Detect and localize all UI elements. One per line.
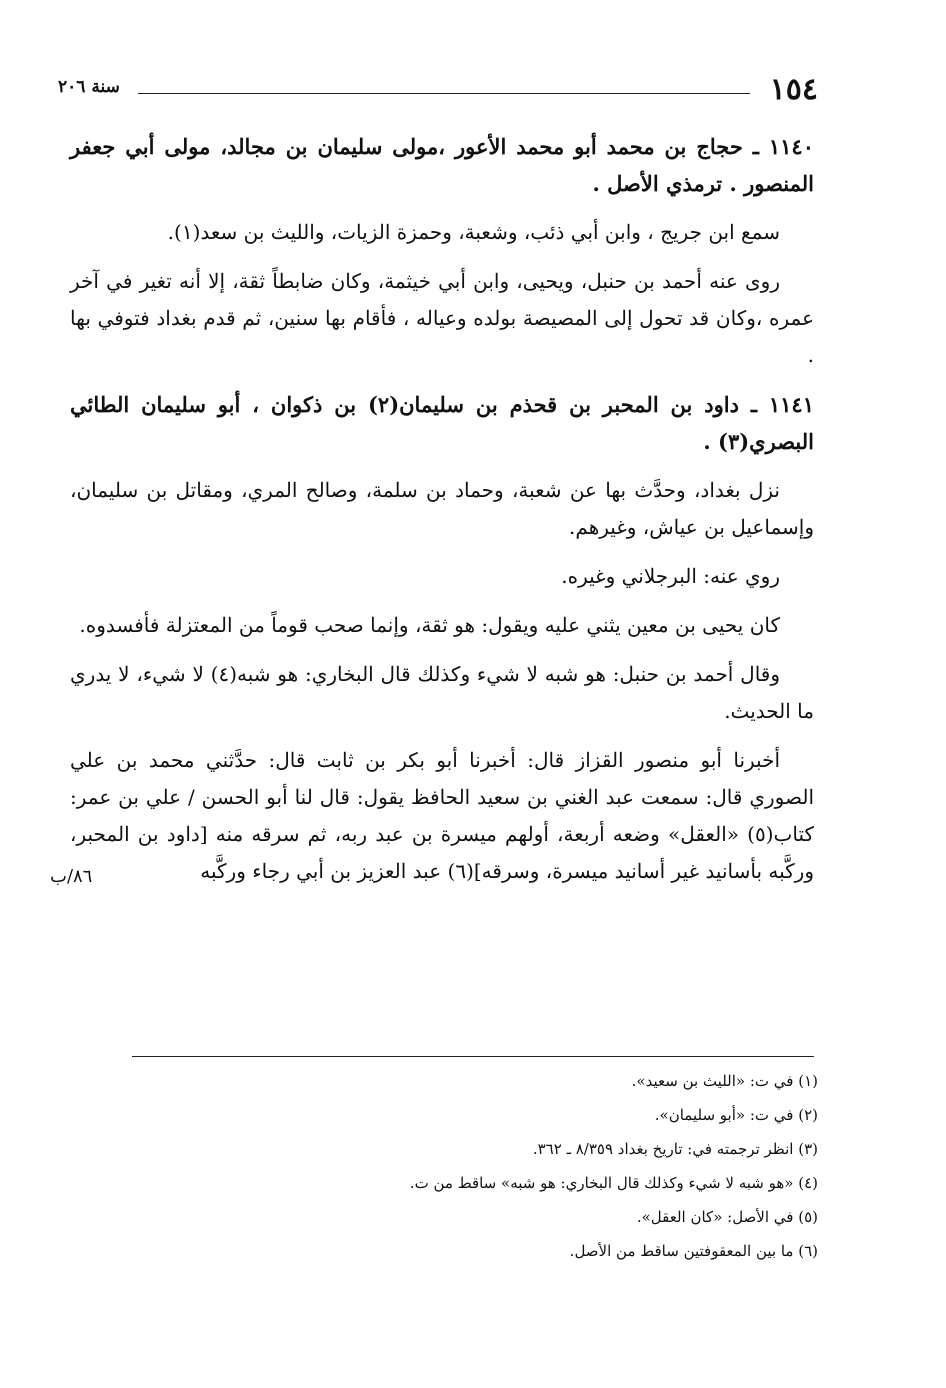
entry-1140-heard: سمع ابن جريج ، وابن أبي ذئب، وشعبة، وحمزة الزيات، والليث بن سعد(١). <box>167 220 780 244</box>
entry-1140-narrated: روى عنه أحمد بن حنبل، ويحيى، وابن أبي خيثمة، وكان ضابطاً ثقة، إلا أنه تغير في آخر عمره ،وكان قد تحول إلى المصيصة بولده وعياله ، فأقام بها سنين، ثم قدم بغداد فتوفي بها . <box>70 269 814 367</box>
footnote-4: (٤) «هو شبه لا شيء وكذلك قال البخاري: هو شبه» ساقط من ت. <box>409 1174 818 1192</box>
entry-1141-isnad: أخبرنا أبو منصور القزاز قال: أخبرنا أبو بكر بن ثابت قال: حدَّثني محمد بن علي الصوري قال: سمعت عبد الغني بن سعيد الحافظ يقول: قال لنا أبو الحسن / علي بن عمر: كتاب(٥) «العقل» وضعه أربعة، أولهم ميسرة بن عبد ربه، ثم سرقه منه [داود بن المحبر، وركَّبه بأسانيد غير أسانيد ميسرة، وسرقه](٦) عبد العزيز بن أبي رجاء وركَّبه <box>70 748 814 883</box>
footnotes <box>300 1064 818 1268</box>
footnote-1: (١) في ت: «الليث بن سعيد». <box>631 1072 818 1090</box>
footnote-5: (٥) في الأصل: «كان العقل». <box>636 1208 818 1226</box>
footnote-6: (٦) ما بين المعقوفتين ساقط من الأصل. <box>569 1242 818 1260</box>
entry-1140-title: ١١٤٠ ـ حجاج بن محمد أبو محمد الأعور ،مولى سليمان بن مجالد، مولى أبي جعفر المنصور . ترمذي الأصل . <box>70 134 814 196</box>
footnote-rule <box>132 1056 814 1057</box>
manuscript-folio-note: ٨٦/ب <box>50 866 93 887</box>
entry-1141-yahya: كان يحيى بن معين يثني عليه ويقول: هو ثقة، وإنما صحب قوماً من المعتزلة فأفسدوه. <box>79 613 780 637</box>
header-rule <box>138 93 750 94</box>
footnote-2: (٢) في ت: «أبو سليمان». <box>654 1106 818 1124</box>
entry-1141-narrated: روي عنه: البرجلاني وغيره. <box>561 564 780 588</box>
entry-1141-settled: نزل بغداد، وحدَّث بها عن شعبة، وحماد بن سلمة، وصالح المري، ومقاتل بن سليمان، وإسماعيل بن عياش، وغيرهم. <box>70 478 814 539</box>
page-number: ١٥٤ <box>769 72 818 107</box>
entry-1141-ahmad: وقال أحمد بن حنبل: هو شبه لا شيء وكذلك قال البخاري: هو شبه(٤) لا شيء، لا يدري ما الحديث. <box>70 662 814 723</box>
header-year: سنة ٢٠٦ <box>58 77 120 97</box>
footnote-3: (٣) انظر ترجمته في: تاريخ بغداد ٨/٣٥٩ ـ ٣٦٢. <box>532 1140 818 1158</box>
main-text <box>70 128 814 902</box>
entry-1141-title: ١١٤١ ـ داود بن المحبر بن قحذم بن سليمان(٢) بن ذكوان ، أبو سليمان الطائي البصري(٣) . <box>70 392 814 454</box>
